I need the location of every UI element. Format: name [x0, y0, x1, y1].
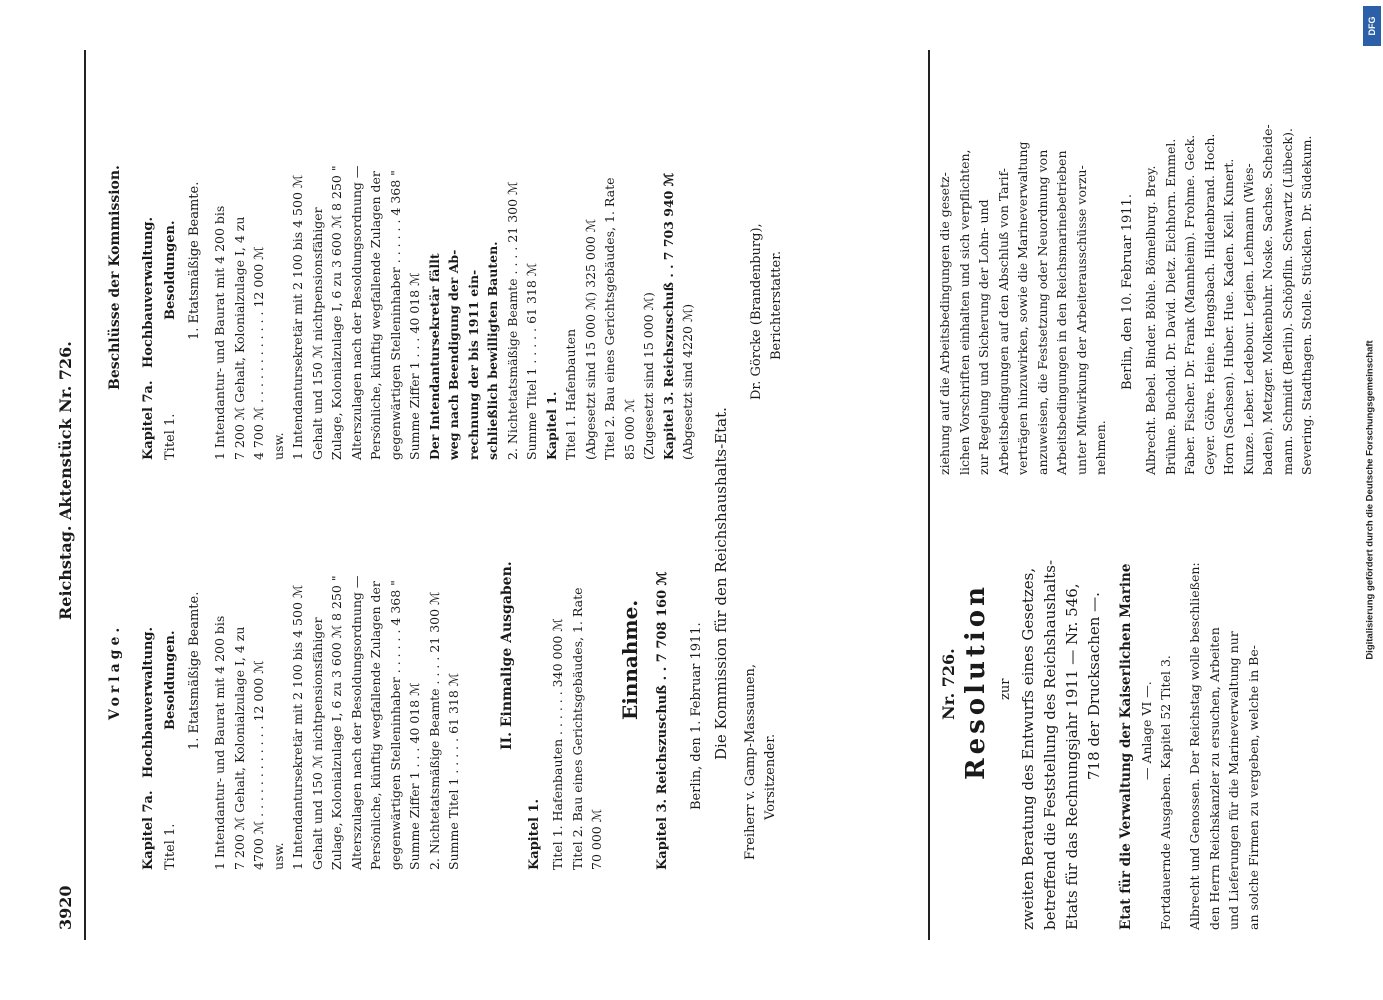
- reporter-role: Berichterstatter.: [769, 250, 784, 360]
- beschluesse-kapitel: Kapitel 7a.: [141, 380, 156, 460]
- beschluesse-besoldungen: Besoldungen.: [163, 220, 178, 320]
- digitization-credit: [1359, 0, 1381, 1000]
- einnahme-line: Kapitel 3. Reichszuschuß . . 7 708 160 ℳ: [655, 571, 670, 870]
- vorlage-heading: Vorlage.: [107, 623, 123, 720]
- header-rule: [84, 50, 86, 940]
- dfg-logo: DFG: [1363, 6, 1381, 46]
- section-rule: [928, 50, 930, 940]
- vorlage-lines: 1 Intendantur- und Baurat mit 4 200 bis 7 200 ℳ Gehalt, Kolonialzulage I, 4 zu 4700 ℳ . . . . . . . . . . . . 12 000 ℳ usw. 1 Intendantursekretär mit 2 100 bis 4 500 ℳ Gehalt und 150 ℳ nichtpensionsfähiger Zulage, Kolonialzulage I, 6 zu 3 600 ℳ 8 250 " Alterszulagen nach der Besoldungsordnung — Persönliche, künftig wegfallende Zulagen der gegenwärtigen Stelleninhaber . . . . . . 4 368 " Summe Ziffer 1 . . . 40 018 ℳ 2. Nichtetatsmäßige Beamte . . . . 21 300 ℳ Summe Titel 1 . . . . . 61 318 ℳ: [212, 575, 461, 870]
- credit-text: Digitalisierung gefördert durch die Deutsche Forschungsgemeinschaft: [1364, 340, 1376, 660]
- resolution-intro: zweiten Beratung des Entwurfs eines Gesetzes, betreffend die Feststellung des Reichshaushalts- Etats für das Rechnungsjahr 1911 — Nr. 546, 718 der Drucksachen —.: [1019, 559, 1103, 930]
- einmalige-lines: Titel 1. Hafenbauten . . . . . . 340 000 ℳ Titel 2. Bau eines Gerichtsgebäudes, 1. Rate 70 000 ℳ: [550, 587, 604, 870]
- running-header: Reichstag. Aktenstück Nr. 726.: [56, 341, 75, 620]
- resolution-zur: zur: [998, 678, 1013, 700]
- beschluesse-hochbau: Hochbauverwaltung.: [141, 216, 156, 368]
- einmalige-kapitel: Kapitel 1.: [527, 798, 542, 870]
- vorlage-kapitel: Kapitel 7a.: [141, 790, 156, 870]
- resolution-etat: Etat für die Verwaltung der Kaiserlichen Marine — Anlage VI —. Fortdauernde Ausgaben. Kapitel 52 Titel 3.: [1118, 563, 1173, 930]
- beschluesse-item1: 1. Etatsmäßige Beamte.: [187, 181, 202, 340]
- resolution-date: Berlin, den 10. Februar 1911.: [1120, 194, 1135, 390]
- chair-name: Freiherr v. Gamp-Massaunen,: [743, 663, 758, 860]
- page-number: 3920: [56, 885, 75, 930]
- beschluesse-heading: Beschlüsse der Kommission.: [107, 165, 123, 390]
- einmalige-heading: II. Einmalige Ausgaben.: [499, 561, 515, 750]
- vorlage-hochbau: Hochbauverwaltung.: [141, 626, 156, 778]
- beschluesse-titel: Titel 1.: [163, 413, 178, 460]
- einnahme-heading: Einnahme.: [618, 599, 642, 720]
- vorlage-item1: 1. Etatsmäßige Beamte.: [187, 591, 202, 750]
- chair-role: Vorsitzender.: [763, 733, 778, 820]
- resolution-nr: Nr. 726.: [939, 648, 958, 720]
- resolution-section: [935, 50, 1315, 930]
- kommission-label: Die Kommission für den Reichshaushalts-Etat.: [712, 407, 730, 760]
- reporter-name: Dr. Görcke (Brandenburg),: [749, 223, 764, 400]
- beschluesse-lines: 1 Intendantur- und Baurat mit 4 200 bis 7 200 ℳ Gehalt, Kolonialzulage I, 4 zu 4 700 ℳ . . . . . . . . . . . . 12 000 ℳ usw. 1 Intendantursekretär mit 2 100 bis 4 500 ℳ Gehalt und 150 ℳ nichtpensionsfähiger Zulage, Kolonialzulage I, 6 zu 3 600 ℳ 8 250 " Alterszulagen nach der Besoldungsordnung — Persönliche, künftig wegfallende Zulagen der gegenwärtigen Stelleninhaber . . . . . . 4 368 " Summe Ziffer 1 . . . 40 018 ℳ Der Intendantursekretär fällt weg nach Beendigung der Ab- rechnung der bis 1911 ein- schließlich bewilligten Bauten. 2. Nichtetatsmäßige Beamte . . . . 21 300 ℳ Summe Titel 1 . . . . . 61 318 ℳ Kapitel 1. Titel 1. Hafenbauten (Abgesetzt sind 15 000 ℳ) 325 000 ℳ Titel 2. Bau eines Gerichtsgebäudes, 1. Rate 85 000 ℳ (Zugesetzt sind 15 000 ℳ) Kapitel 3. Reichszuschuß . . 7 703 940 ℳ (Abgesetzt sind 4220 ℳ): [212, 165, 695, 460]
- resolution-text-left: Albrecht und Genossen. Der Reichstag wolle beschließen: den Herrn Reichskanzler zu ersuchen, Arbeiten und Lieferungen für die Marineverwaltung nur an solche Firmen zu vergeben, welche in Be-: [1187, 562, 1261, 930]
- vorlage-titel: Titel 1.: [163, 823, 178, 870]
- vorlage-besoldungen: Besoldungen.: [163, 630, 178, 730]
- resolution-names: Albrecht. Bebel. Binder. Böhle. Bömelburg. Brey. Brühne. Buchold. Dr. David. Dietz. Eichhorn. Emmel. Faber. Fischer. Dr. Frank (Mannheim). Frohme. Geck. Geyer. Göhre. Heine. Hengsbach. Hildenbrand. Hoch. Horn (Sachsen). Huber. Hue. Kaden. Keil. Kunert. Kunze. Leber. Ledebour. Legien. Lehmann (Wies- baden). Metzger. Molkenbuhr. Noske. Sachse. Scheide- mann. Schmidt (Berlin). Schöpflin. Schwartz (Lübeck). Severing. Stadthagen. Stolle. Stücklen. Dr. Südekum.: [1143, 124, 1314, 475]
- resolution-title: Resolution: [961, 582, 991, 780]
- resolution-text-right: ziehung auf die Arbeitsbedingungen die gesetz- lichen Vorschriften einhalten und sich verpflichten, zur Regelung und Sicherung der Lohn- und Arbeitsbedingungen auf den Abschluß von Tarif- verträgen hinzuwirken, sowie die Marineverwaltung anzuweisen, die Festsetzung oder Neuordnung von Arbeitsbedingungen in den Reichsmarinebetrieben unter Mitwirkung der Arbeiterausschüsse vorzu- nehmen.: [937, 141, 1108, 475]
- place-date: Berlin, den 1. Februar 1911.: [689, 622, 704, 810]
